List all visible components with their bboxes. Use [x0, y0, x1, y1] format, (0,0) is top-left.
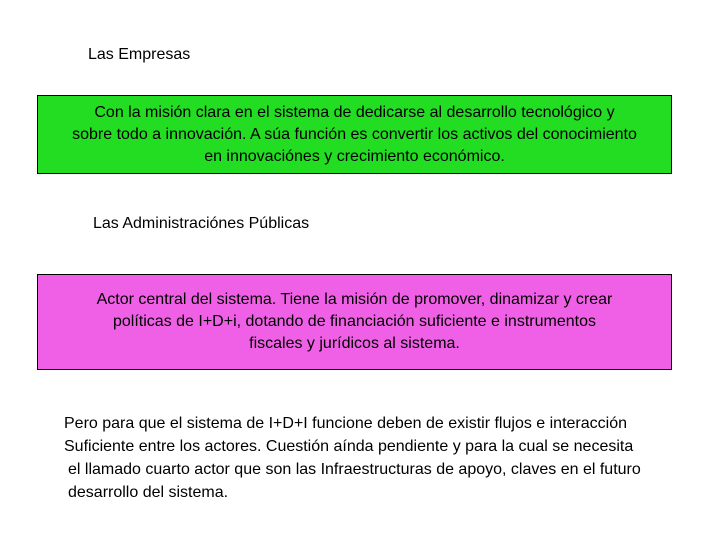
- heading-administraciones: Las Administraciónes Públicas: [93, 215, 310, 232]
- empresas-description-box: [37, 95, 672, 174]
- empresas-line-2: sobre todo a innovación. A súa función es convertir los activos del conocimiento: [72, 125, 637, 143]
- administraciones-line-2: políticas de I+D+i, dotando de financiación suficiente e instrumentos: [113, 313, 596, 330]
- empresas-description: [72, 102, 637, 168]
- closing-line-4: desarrollo del sistema.: [68, 484, 229, 501]
- empresas-line-1: Con la misión clara en el sistema de dedicarse al desarrollo tecnológico y: [94, 103, 615, 121]
- closing-paragraph: [64, 412, 641, 504]
- administraciones-description: [97, 289, 613, 355]
- closing-line-3: el llamado cuarto actor que son las Infraestructuras de apoyo, claves en el futuro: [68, 461, 641, 478]
- heading-empresas: Las Empresas: [88, 46, 191, 63]
- administraciones-line-3: fiscales y jurídicos al sistema.: [249, 335, 460, 352]
- closing-line-1: Pero para que el sistema de I+D+I funcione deben de existir flujos e interacción: [64, 415, 627, 432]
- closing-line-2: Suficiente entre los actores. Cuestión aínda pendiente y para la cual se necesita: [64, 438, 634, 455]
- administraciones-description-box: [37, 274, 672, 370]
- administraciones-line-1: Actor central del sistema. Tiene la misión de promover, dinamizar y crear: [96, 291, 613, 308]
- empresas-line-3: en innovaciónes y crecimiento económico.: [204, 147, 505, 165]
